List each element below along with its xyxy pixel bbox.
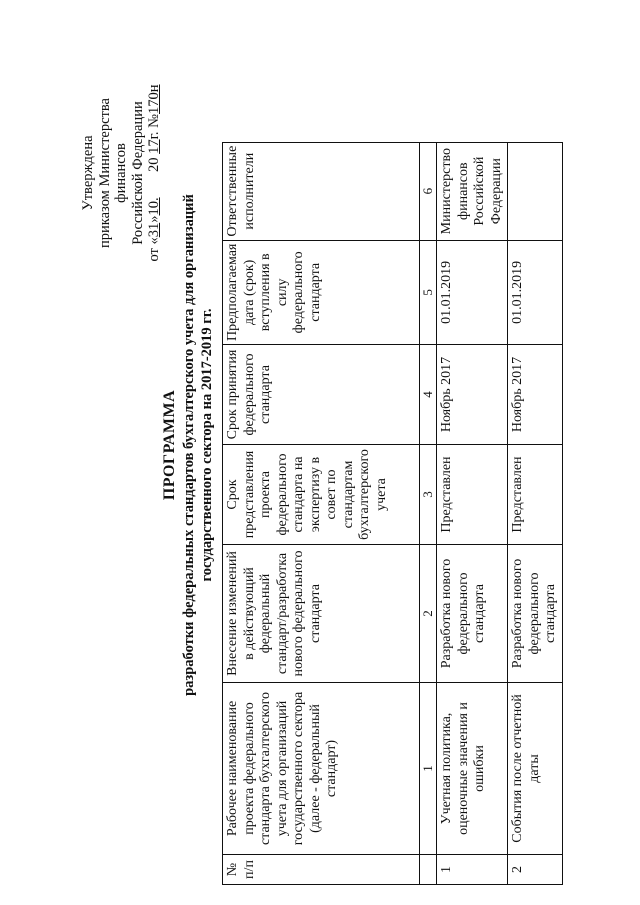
approval-stamp	[80, 83, 163, 263]
program-table	[222, 142, 563, 885]
approval-line: приказом Министерства	[96, 98, 113, 248]
column-number: 6	[420, 142, 437, 240]
standard-name: События после отчетной даты	[508, 683, 563, 855]
expertise-deadline: Представлен	[508, 445, 563, 545]
column-number: 4	[420, 345, 437, 445]
row-number: 2	[508, 855, 563, 885]
order-num-prefix: №	[146, 113, 162, 128]
column-number: 1	[420, 683, 437, 855]
approval-line: Утверждена	[80, 135, 96, 211]
responsible-party: Министерство финансов Российской Федерации	[437, 142, 508, 240]
expertise-deadline: Представлен	[437, 445, 508, 545]
approval-line: Российской Федерации	[129, 101, 146, 245]
adoption-deadline: Ноябрь 2017	[508, 345, 563, 445]
date-day: 31	[146, 222, 162, 238]
effective-date: 01.01.2019	[508, 240, 563, 344]
date-mid: »	[146, 215, 162, 223]
effective-date: 01.01.2019	[437, 240, 508, 344]
table-row	[437, 142, 508, 884]
year-suffix: г.	[146, 131, 162, 140]
order-number: 170н	[146, 84, 162, 114]
table-row	[508, 142, 563, 884]
column-number-row	[420, 142, 437, 884]
document-title	[160, 185, 216, 705]
header-cell: Срок представления проекта федерального стандарта на экспертизу в совет по стандартам бухгалтерского учета	[223, 445, 420, 545]
header-cell: Предполагаемая дата (срок) вступления в силу федерального стандарта	[223, 240, 420, 344]
header-cell: Срок принятия федерального стандарта	[223, 345, 420, 445]
approval-line: финансов	[113, 143, 129, 203]
title-main: ПРОГРАММА	[161, 389, 178, 501]
header-cell: Рабочее наименование проекта федерального стандарта бухгалтерского учета для организаций государственного сектора (далее - федеральный стандарт)	[223, 683, 420, 855]
standard-name: Учетная политика, оценочные значения и ошибки	[437, 683, 508, 855]
title-sub-1: разработки федеральных стандартов бухгалтерского учета для организаций	[181, 194, 197, 696]
date-month: 10.	[146, 197, 162, 216]
row-number: 1	[437, 855, 508, 885]
responsible-party	[508, 142, 563, 240]
title-sub-2: государственного сектора на 2017-2019 гг.	[199, 308, 215, 582]
adoption-deadline: Ноябрь 2017	[437, 345, 508, 445]
column-number	[420, 855, 437, 885]
year-value: 17	[146, 139, 162, 154]
column-number: 3	[420, 445, 437, 545]
column-number: 2	[420, 545, 437, 683]
header-cell: Внесение изменений в действующий федеральный стандарт/разработка нового федерального стандарта	[223, 545, 420, 683]
date-prefix: от «	[146, 237, 162, 262]
column-number: 5	[420, 240, 437, 344]
change-type: Разработка нового федерального стандарта	[437, 545, 508, 683]
year-prefix: 20	[146, 157, 162, 173]
header-cell: № п/п	[223, 855, 420, 885]
header-cell: Ответственные исполнители	[223, 142, 420, 240]
table-header-row	[223, 142, 420, 884]
change-type: Разработка нового федерального стандарта	[508, 545, 563, 683]
